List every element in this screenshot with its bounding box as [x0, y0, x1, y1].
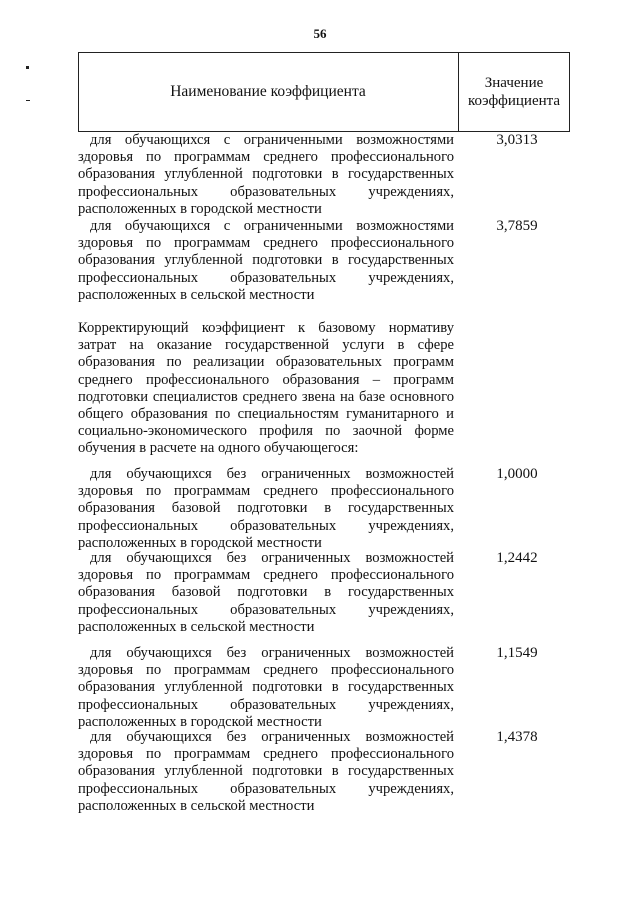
coefficient-description: для обучающихся без ограниченных возможностей здоровья по программам среднего профессионального образования углубленной подготовки в государственных профессиональных образовательных учреждениях, расположенных в городской местности — [78, 645, 454, 730]
coefficient-description: для обучающихся без ограниченных возможностей здоровья по программам среднего профессионального образования базовой подготовки в государственных профессиональных образовательных учреждениях, расположенных в сельской местности — [78, 550, 454, 635]
coefficient-group-heading: Корректирующий коэффициент к базовому нормативу затрат на оказание государственной услуги в сфере образования по реализации образовательных программ среднего профессионального образования – программ подготовки специалистов среднего звена на базе основного общего образования по специальностям гуманитарного и социально-экономического профиля по заочной форме обучения в расчете на одного обучающегося: — [78, 320, 454, 457]
page-number: 56 — [313, 26, 327, 41]
column-header-name-label: Наименование коэффициента — [170, 83, 366, 100]
column-header-value — [458, 52, 570, 132]
margin-mark — [26, 100, 30, 101]
column-header-value-line1: Значение — [484, 75, 544, 91]
column-header-name — [78, 52, 458, 132]
coefficient-value: 1,4378 — [496, 729, 538, 745]
coefficient-description: для обучающихся без ограниченных возможностей здоровья по программам среднего профессионального образования углубленной подготовки в государственных профессиональных образовательных учреждениях, расположенных в сельской местности — [78, 729, 454, 814]
margin-mark — [26, 66, 29, 69]
coefficient-description: для обучающихся с ограниченными возможностями здоровья по программам среднего профессионального образования углубленной подготовки в государственных профессиональных образовательных учреждениях, расположенных в сельской местности — [78, 218, 454, 303]
coefficient-value: 3,0313 — [496, 132, 538, 148]
coefficient-value: 3,7859 — [496, 218, 538, 234]
coefficient-description: для обучающихся без ограниченных возможностей здоровья по программам среднего профессионального образования базовой подготовки в государственных профессиональных образовательных учреждениях, расположенных в городской местности — [78, 466, 454, 551]
coefficient-value: 1,2442 — [496, 550, 538, 566]
coefficient-value: 1,0000 — [496, 466, 538, 482]
coefficient-value: 1,1549 — [496, 645, 538, 661]
column-header-value-line2: коэффициента — [467, 93, 561, 109]
coefficient-description: для обучающихся с ограниченными возможностями здоровья по программам среднего профессионального образования углубленной подготовки в государственных профессиональных образовательных учреждениях, расположенных в городской местности — [78, 132, 454, 217]
